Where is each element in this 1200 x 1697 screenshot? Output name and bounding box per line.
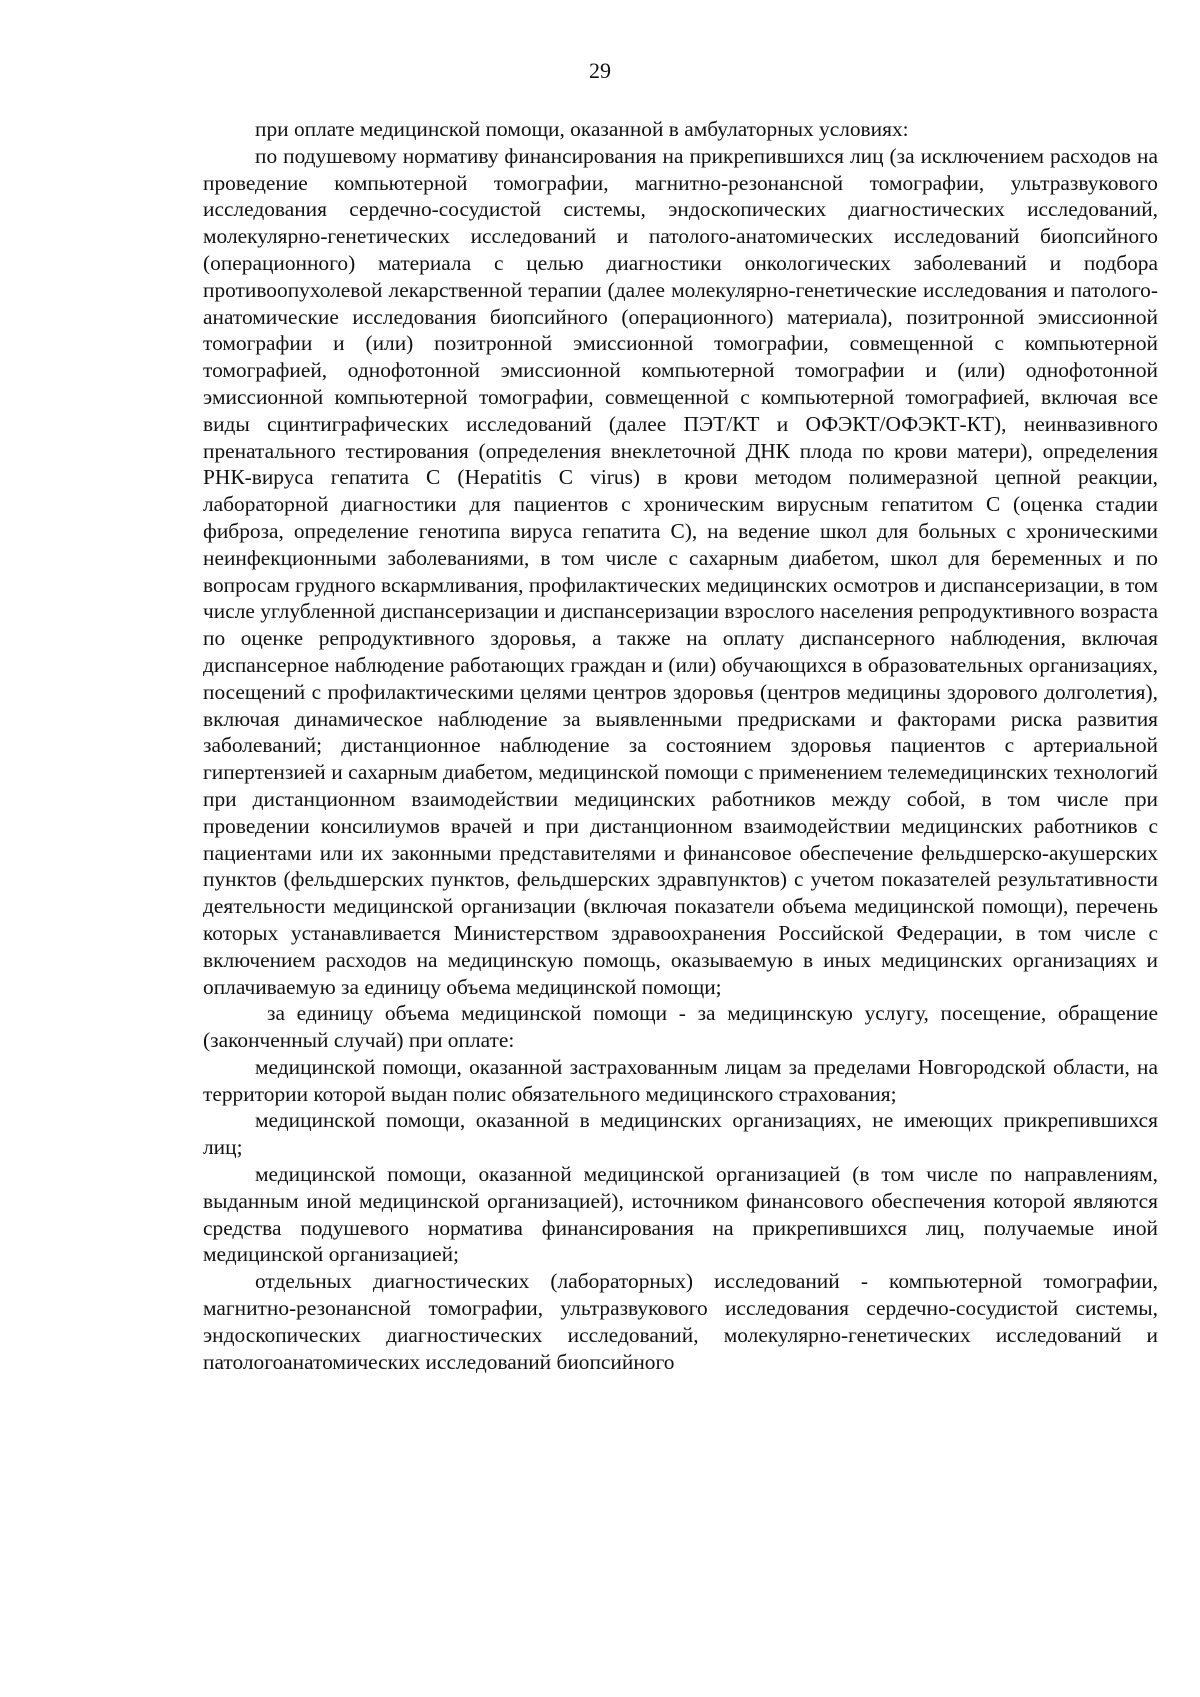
paragraph-diagnostics: отдельных диагностических (лабораторных) исследований - компьютерной томографии, магнитно-резонансной томографии, ультразвукового исследования сердечно-сосудистой системы, эндоскопических диагностических исследований, молекулярно-генетических исследований и патологоанатомических исследований биопсийного [203, 1269, 1158, 1374]
paragraph-no-attached: медицинской помощи, оказанной в медицинских организациях, не имеющих прикрепившихся лиц; [203, 1108, 1158, 1160]
document-body [203, 116, 1158, 1375]
paragraph-intro: при оплате медицинской помощи, оказанной в амбулаторных условиях: [255, 117, 909, 141]
page-number: 29 [589, 58, 611, 83]
paragraph-per-capita: по подушевому нормативу финансирования на прикрепившихся лиц (за исключением расходов на проведение компьютерной томографии, магнитно-резонансной томографии, ультразвукового исследования сердечно-сосудистой системы, эндоскопических диагностических исследований, молекулярно-генетических исследований и патолого-анатомических исследований биопсийного (операционного) материала с целью диагностики онкологических заболеваний и подбора противоопухолевой лекарственной терапии (далее молекулярно-генетические исследования и патолого-анатомические исследования биопсийного (операционного) материала), позитронной эмиссионной томографии и (или) позитронной эмиссионной томографии, совмещенной с компьютерной томографией, однофотонной эмиссионной компьютерной томографии и (или) однофотонной эмиссионной компьютерной томографии, совмещенной с компьютерной томографией, включая все виды сцинтиграфических исследований (далее ПЭТ/КТ и ОФЭКТ/ОФЭКТ-КТ), неинвазивного пренатального тестирования (определения внеклеточной ДНК плода по крови матери), определения РНК-вируса гепатита С (Hepatitis C virus) в крови методом полимеразной цепной реакции, лабораторной диагностики для пациентов с хроническим вирусным гепатитом С (оценка стадии фиброза, определение генотипа вируса гепатита С), на ведение школ для больных с хроническими неинфекционными заболеваниями, в том числе с сахарным диабетом, школ для беременных и по вопросам грудного вскармливания, профилактических медицинских осмотров и диспансеризации, в том числе углубленной диспансеризации и диспансеризации взрослого населения репродуктивного возраста по оценке репродуктивного здоровья, а также на оплату диспансерного наблюдения, включая диспансерное наблюдение работающих граждан и (или) обучающихся в образовательных организациях, посещений с профилактическими целями центров здоровья (центров медицины здорового долголетия), включая динамическое наблюдение за выявленными предрисками и факторами риска развития заболеваний; дистанционное наблюдение за состоянием здоровья пациентов с артериальной гипертензией и сахарным диабетом, медицинской помощи с применением телемедицинских технологий при дистанционном взаимодействии медицинских работников между собой, в том числе при проведении консилиумов врачей и при дистанционном взаимодействии медицинских работников с пациентами или их законными представителями и финансовое обеспечение фельдшерско-акушерских пунктов (фельдшерских пунктов, фельдшерских здравпунктов) с учетом показателей результативности деятельности медицинской организации (включая показатели объема медицинской помощи), перечень которых устанавливается Министерством здравоохранения Российской Федерации, в том числе с включением расходов на медицинскую помощь, оказываемую в иных медицинских организациях и оплачиваемую за единицу объема медицинской помощи; [203, 143, 1158, 999]
paragraph-referrals: медицинской помощи, оказанной медицинской организацией (в том числе по направлениям, выданным иной медицинской организацией), источником финансового обеспечения которой являются средства подушевого норматива финансирования на прикрепившихся лиц, получаемые иной медицинской организацией; [203, 1162, 1158, 1267]
paragraph-outside-region: медицинской помощи, оказанной застрахованным лицам за пределами Новгородской области, на территории которой выдан полис обязательного медицинского страхования; [203, 1054, 1158, 1106]
paragraph-per-unit: за единицу объема медицинской помощи - за медицинскую услугу, посещение, обращение (законченный случай) при оплате: [203, 1001, 1158, 1053]
